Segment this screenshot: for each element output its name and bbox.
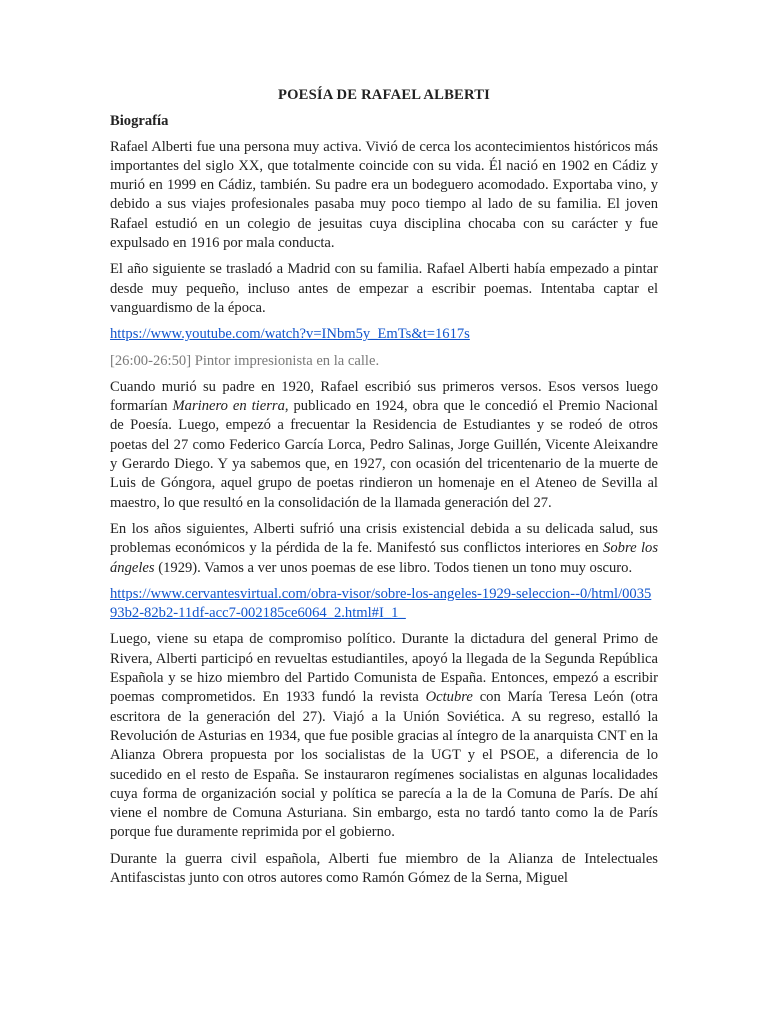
paragraph-5-text-b: con María Teresa León (otra escritora de la generación del 27). Viajó a la Unión Soviética. A su regreso, estalló la Revolución de Asturias en 1934, que fue posible gracias al íntegro de la anarquista CNT en la Alianza Obrera propuesta por los socialistas de la UGT y el PSOE, a diferencia de lo sucedido en el resto de España. Se instauraron regímenes socialistas en algunas localidades cuya forma de organización social y política se parecía a la de la Comuna de París. De ahí viene el nombre de Comuna Asturiana. Sin embargo, esta no tardó tanto como la de París porque fue duramente reprimida por el gobierno. [110,689,658,841]
section-heading-biografia: Biografía [110,113,169,130]
document-title: POESÍA DE RAFAEL ALBERTI [277,87,491,103]
paragraph-5-text-a: Luego, viene su etapa de compromiso político. Durante la dictadura del general Primo de Rivera, Alberti participó en revueltas estudiantiles, apoyó la llegada de la Segunda República Española y se hizo miembro del Partido Comunista de España. Entonces, empezó a escribir poemas comprometidos. En 1933 fundó la revista [110,631,658,706]
paragraph-3 [110,378,658,513]
youtube-link[interactable]: https://www.youtube.com/watch?v=INbm5y_EmTs&t=1617s [110,326,470,343]
book-title-marinero-en-tierra: Marinero en tierra [172,398,285,415]
paragraph-3-text-a: Cuando murió su padre en 1920, Rafael escribió sus primeros versos. Esos versos luego formarían [110,378,658,415]
paragraph-4 [110,520,658,578]
book-title-sobre-los-angeles: Sobre los ángeles [110,540,658,576]
youtube-link-paragraph [110,325,658,344]
paragraph-5 [110,630,658,842]
magazine-title-octubre: Octubre [425,689,473,706]
paragraph-1: Rafael Alberti fue una persona muy activa. Vivió de cerca los acontecimientos históricos más importantes del siglo XX, que totalmente coincide con su vida. Él nació en 1902 en Cádiz y murió en 1999 en Cádiz, también. Su padre era un bodeguero acomodado. Exportaba vino, y debido a sus viajes profesionales pasaba muy poco tiempo al lado de su familia. El joven Rafael estudió en un colegio de jesuitas cuya disciplina chocaba con su carácter y fue expulsado en 1916 por mala conducta. [110,138,658,252]
paragraph-4-text-a: En los años siguientes, Alberti sufrió una crisis existencial debida a su delicada salud, sus problemas económicos y la pérdida de la fe. Manifestó sus conflictos interiores en [110,520,658,557]
paragraph-3-text-b: , publicado en 1924, obra que le concedió el Premio Nacional de Poesía. Luego, empezó a frecuentar la Residencia de Estudiantes y se rodeó de otros poetas del 27 como Federico García Lorca, Pedro Salinas, Jorge Guillén, Vicente Aleixandre y Gerardo Diego. Y ya sabemos que, en 1927, con ocasión del tricentenario de la muerte de Luis de Góngora, aquel grupo de poetas rindieron un homenaje en el Ateneo de Sevilla al maestro, lo que resultó en la consolidación de la llamada generación del 27. [110,398,658,511]
paragraph-2: El año siguiente se trasladó a Madrid con su familia. Rafael Alberti había empezado a pintar desde muy pequeño, incluso antes de empezar a escribir poemas. Intentaba captar el vanguardismo de la época. [110,261,658,316]
paragraph-4-text-b: (1929). Vamos a ver unos poemas de ese libro. Todos tienen un tono muy oscuro. [154,559,633,576]
timestamp-note: [26:00-26:50] Pintor impresionista en la calle. [110,352,380,369]
cervantes-link[interactable]: https://www.cervantesvirtual.com/obra-visor/sobre-los-angeles-1929-seleccion--0/html/003593b2-82b2-11df-acc7-002185ce6064_2.html#I_1_ [110,585,652,622]
document-body [110,86,658,895]
paragraph-6: Durante la guerra civil española, Alberti fue miembro de la Alianza de Intelectuales Antifascistas junto con otros autores como Ramón Gómez de la Serna, Miguel [110,850,658,886]
cervantes-link-paragraph [110,585,658,624]
